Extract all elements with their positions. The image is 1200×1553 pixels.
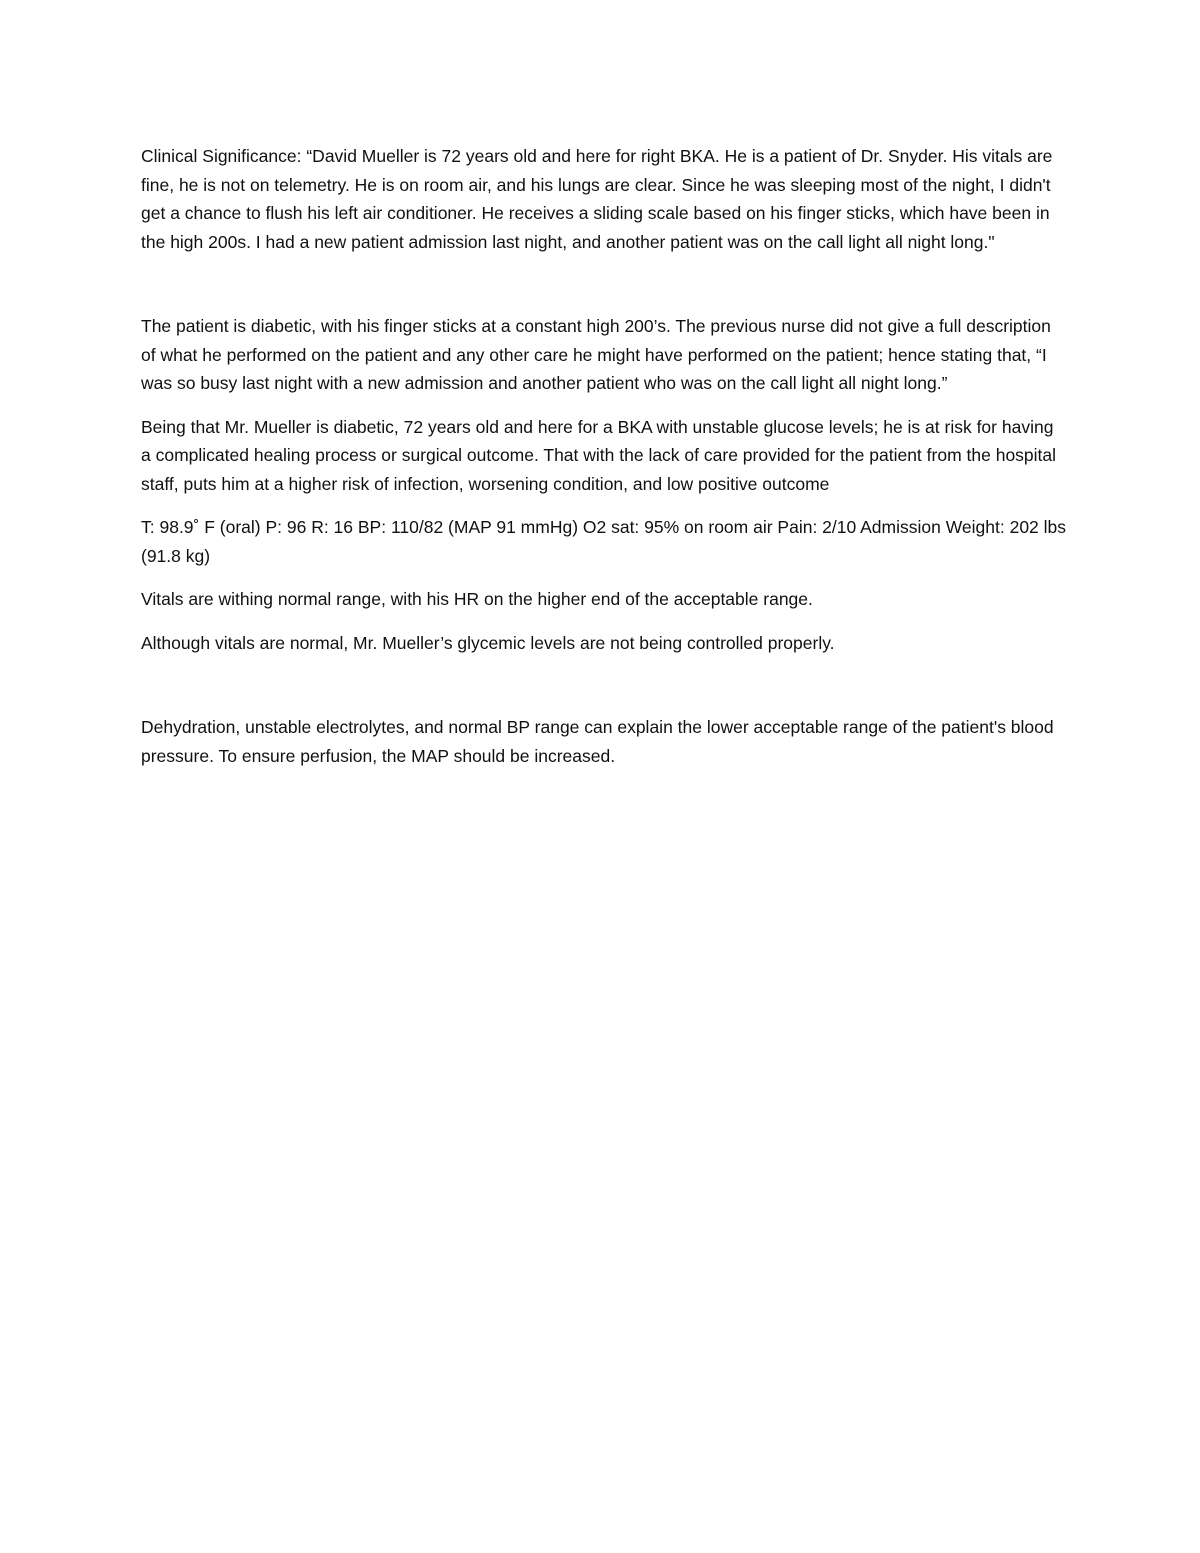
paragraph-clinical-significance: Clinical Significance: “David Mueller is 72 years old and here for right BKA. He is a patient of Dr. Snyder. His vitals are fine, he is not on telemetry. He is on room air, and his lungs are clear. Since he was sleeping most of the night, I didn't get a chance to flush his left air conditioner. He receives a sliding scale based on his finger sticks, which have been in the high 200s. I had a new patient admission last night, and another patient was on the call light all night long." [141,146,1053,252]
paragraph-blood-pressure: Dehydration, unstable electrolytes, and normal BP range can explain the lower acceptable range of the patient's blood pressure. To ensure perfusion, the MAP should be increased. [141,717,1054,766]
paragraph-glycemic-levels: Although vitals are normal, Mr. Mueller’s glycemic levels are not being controlled properly. [141,632,835,653]
paragraph-diabetic-patient: The patient is diabetic, with his finger sticks at a constant high 200’s. The previous nurse did not give a full description of what he performed on the patient and any other care he might have performed on the patient; hence stating that, “I was so busy last night with a new admission and another patient who was on the call light all night long.” [141,316,1051,393]
document-body [141,142,1066,770]
paragraph-vital-signs: T: 98.9˚ F (oral) P: 96 R: 16 BP: 110/82 (MAP 91 mmHg) O2 sat: 95% on room air Pain: 2/10 Admission Weight: 202 lbs (91.8 kg) [141,517,1067,566]
paragraph-vitals-normal: Vitals are withing normal range, with his HR on the higher end of the acceptable range. [141,589,813,609]
paragraph-risk-assessment: Being that Mr. Mueller is diabetic, 72 years old and here for a BKA with unstable glucose levels; he is at risk for having a complicated healing process or surgical outcome. That with the lack of care provided for the patient from the hospital staff, puts him at a higher risk of infection, worsening condition, and low positive outcome [141,416,1057,494]
